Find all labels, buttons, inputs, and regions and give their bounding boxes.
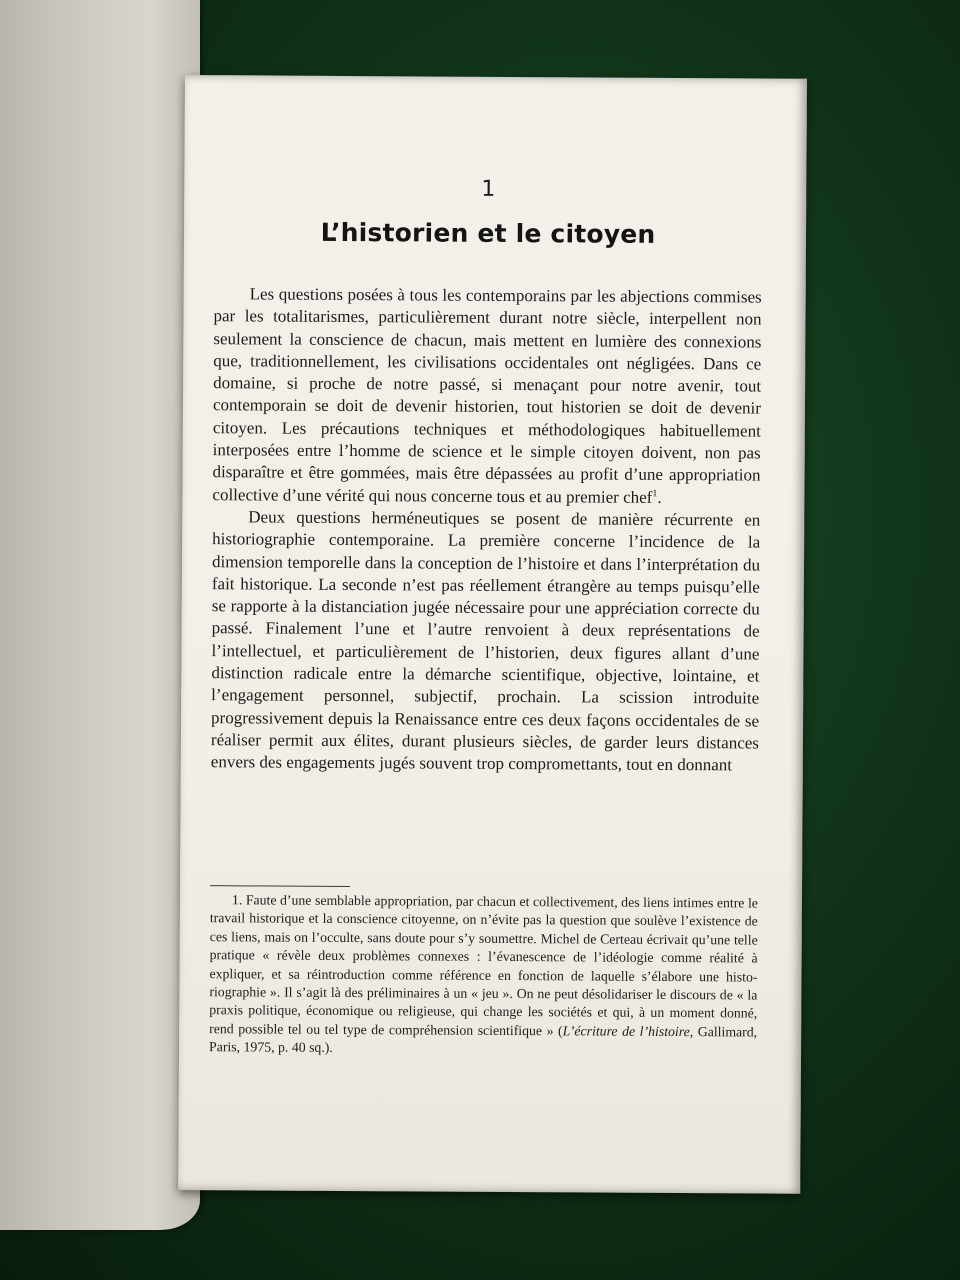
paragraph-1-end: . xyxy=(657,487,662,507)
chapter-title: L’historien et le citoyen xyxy=(320,217,656,249)
chapter-number: 1 xyxy=(481,176,496,202)
footnote-divider xyxy=(210,885,350,887)
body-text xyxy=(211,283,762,777)
footnote-book-title: L’écriture de l’histoire xyxy=(562,1023,690,1039)
footnote-text xyxy=(209,891,758,1060)
book-page xyxy=(178,75,807,1194)
paragraph-1-text: Les questions posées à tous les contemporains par les abjections commises par les totalitarismes, particulièrement durant notre siècle, interpellent non seulement la conscience de chacun, mais mettent en lumière des connexions que, traditionnellement, les civilisations occidentales ont négligées. Dans ce domaine, si proche de notre passé, si menaçant pour notre avenir, tout contemporain se doit de devenir historien, tout historien se doit de devenir citoyen. Les précautions techniques et méthodologiques habituellement interposées entre l’homme de science et le simple citoyen doivent, non pas disparaître et être gommées, mais être dépassées au profit d’une appropriation collective d’une vérité qui nous concerne tous et au premier chef xyxy=(212,284,762,507)
footnote-reference: 1 xyxy=(652,487,658,499)
paragraph-2: Deux questions herméneutiques se posent de manière récurrente en historiographie contemporaine. La première concerne l’incidence de la dimension temporelle dans la conception de l’histoire et dans l’interprétation du fait historique. La seconde n’est pas réellement étrangère au temps puisqu’elle se rapporte à la distanciation jugée nécessaire pour une appréciation correcte du passé. Finalement l’une et l’autre renvoient à deux représentations de l’intellectuel, et particulièrement de l’historien, deux figures allant d’une distinction radicale entre la démarche scientifique, objective, lointaine, et l’engagement personnel, subjectif, prochain. La scission introduite progressivement depuis la Renaissance entre ces deux façons occidentales de se réaliser permit aux élites, durant plusieurs siècles, de garder leurs distances envers des engagements jugés souvent trop compromettants, tout en donnant xyxy=(210,507,761,775)
footnote-text-before: 1. Faute d’une semblable appropriation, par chacun et collectivement, des liens intimes entre le travail historique et la conscience citoyenne, on n’évite pas la question que soulève l’existence de ces liens, mais on l’occulte, sans doute pour s’y soumettre. Michel de Certeau écrivait qu’une telle pratique « révèle deux problèmes connexes : l’évanescence de l’idéologie comme réalité à expliquer, et sa réintroduction comme référence en fonction de laquelle s’élabore une historiographie ». Il s’agit là des préliminaires à un « jeu ». On ne peut désolidariser le discours de « la praxis politique, économique ou religieuse, qui change les sociétés et qui, à un moment donné, rend possible tel ou tel type de compréhension scientifique » ( xyxy=(209,892,758,1039)
paragraph-1 xyxy=(212,283,761,509)
left-page xyxy=(0,0,200,1230)
footnote xyxy=(209,891,758,1060)
footnote-text-after: , Gallimard, Paris, 1975, p. 40 sq.). xyxy=(209,1023,758,1056)
